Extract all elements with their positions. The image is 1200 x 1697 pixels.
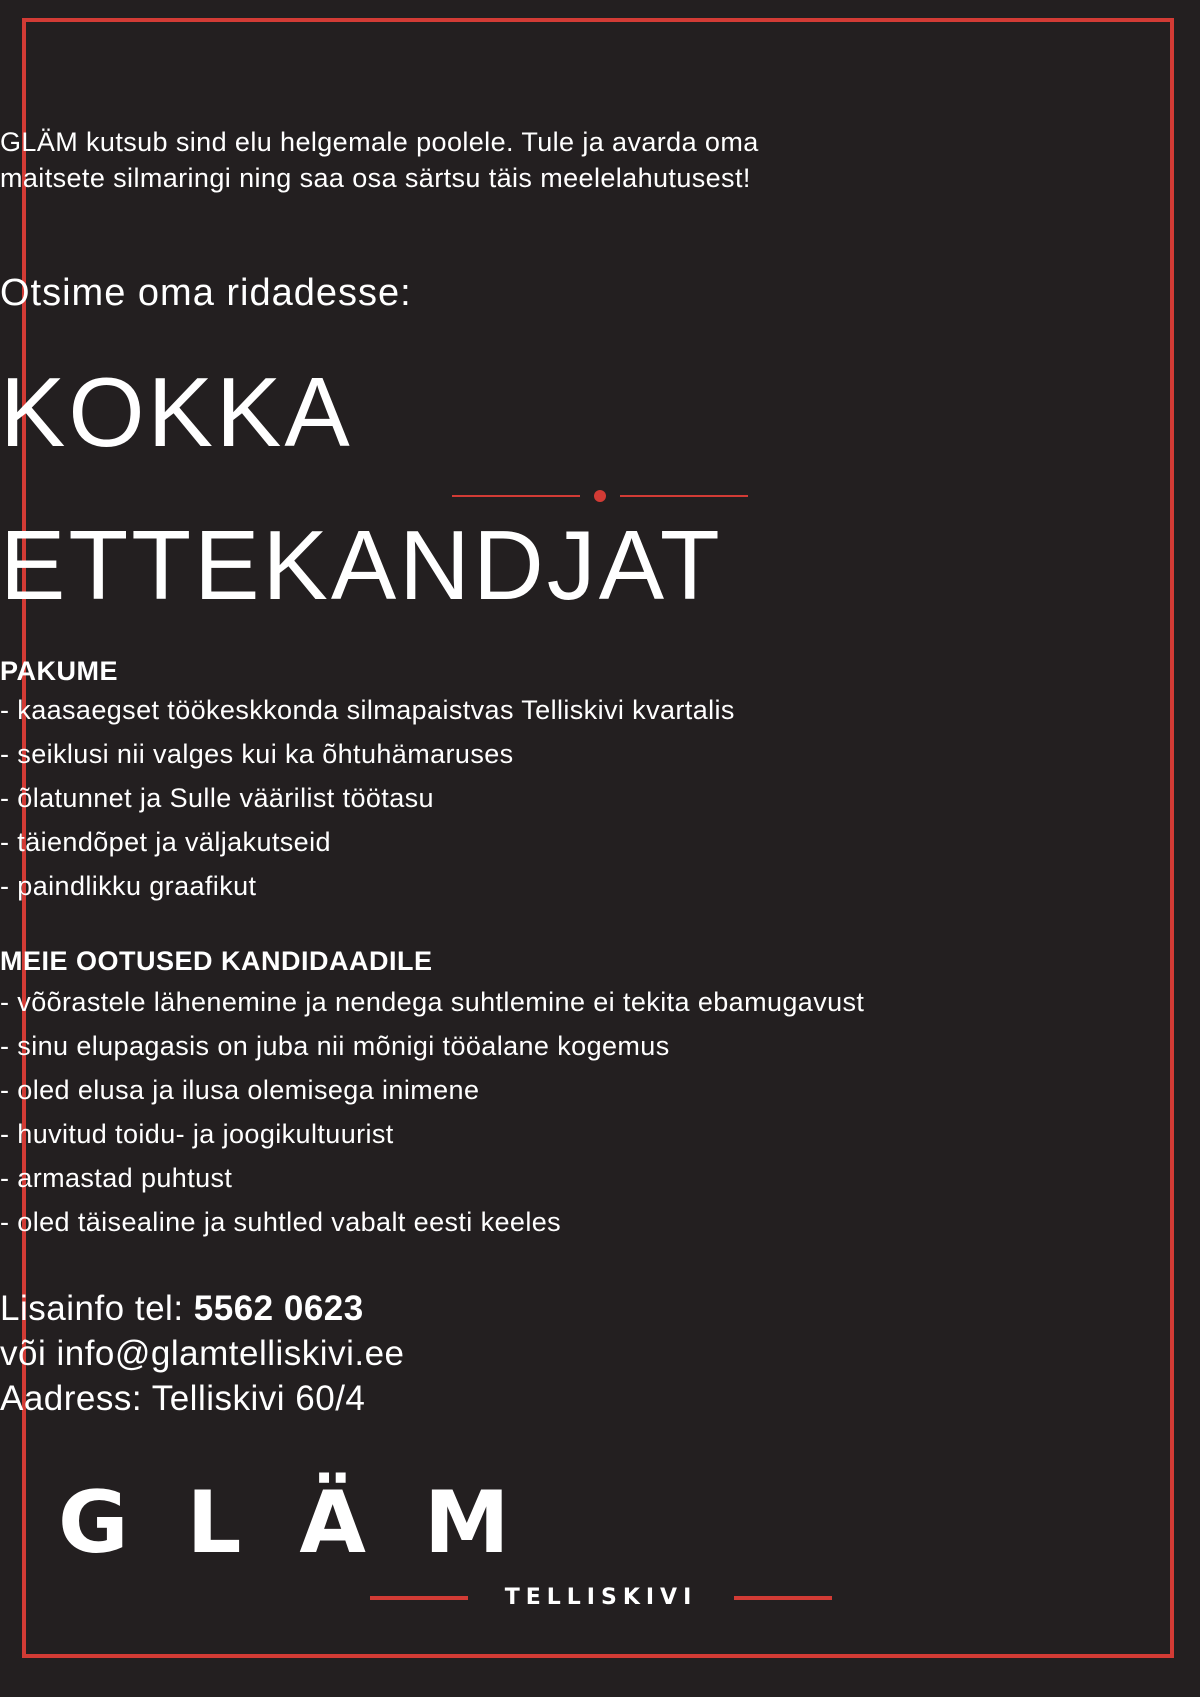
- glam-logo: GLÄM: [58, 1473, 568, 1573]
- offer-list: [0, 688, 1200, 908]
- offer-item: - paindlikku graafikut: [0, 871, 257, 901]
- seeking-heading: Otsime oma ridadesse:: [0, 272, 412, 314]
- email-line[interactable]: või info@glamtelliskivi.ee: [0, 1334, 405, 1373]
- expectation-item: - armastad puhtust: [0, 1163, 233, 1193]
- phone-number[interactable]: 5562 0623: [193, 1289, 364, 1328]
- position-divider: [452, 495, 748, 497]
- divider-dot-icon: [594, 490, 606, 502]
- expectation-item: - sinu elupagasis on juba nii mõnigi tööalane kogemus: [0, 1031, 670, 1061]
- position-cook: KOKKA: [0, 357, 353, 467]
- logo-subtitle-text: TELLISKIVI: [504, 1585, 698, 1610]
- position-waiter: ETTEKANDJAT: [0, 510, 723, 620]
- logo-subtitle: [370, 1583, 832, 1613]
- phone-line: [0, 1286, 1200, 1331]
- expectation-item: - oled elusa ja ilusa olemisega inimene: [0, 1075, 480, 1105]
- offer-item: - õlatunnet ja Sulle väärilist töötasu: [0, 783, 434, 813]
- offer-item: - kaasaegset töökeskkonda silmapaistvas Telliskivi kvartalis: [0, 695, 735, 725]
- offer-item: - seiklusi nii valges kui ka õhtuhämaruses: [0, 739, 514, 769]
- intro-line: GLÄM kutsub sind elu helgemale poolele. Tule ja avarda oma: [0, 127, 759, 157]
- intro-line: maitsete silmaringi ning saa osa särtsu täis meelelahutusest!: [0, 163, 751, 193]
- address-line: Aadress: Telliskivi 60/4: [0, 1379, 366, 1418]
- expectation-item: - huvitud toidu- ja joogikultuurist: [0, 1119, 394, 1149]
- expectation-item: - võõrastele lähenemine ja nendega suhtlemine ei tekita ebamugavust: [0, 987, 865, 1017]
- intro-text: [0, 124, 1200, 196]
- contact-info: [0, 1286, 1200, 1421]
- expectations-list: [0, 980, 1200, 1244]
- offer-item: - täiendõpet ja väljakutseid: [0, 827, 331, 857]
- offer-heading: PAKUME: [0, 656, 119, 686]
- expectation-item: - oled täisealine ja suhtled vabalt eesti keeles: [0, 1207, 562, 1237]
- expectations-heading: MEIE OOTUSED KANDIDAADILE: [0, 946, 433, 976]
- phone-label: Lisainfo tel:: [0, 1289, 194, 1328]
